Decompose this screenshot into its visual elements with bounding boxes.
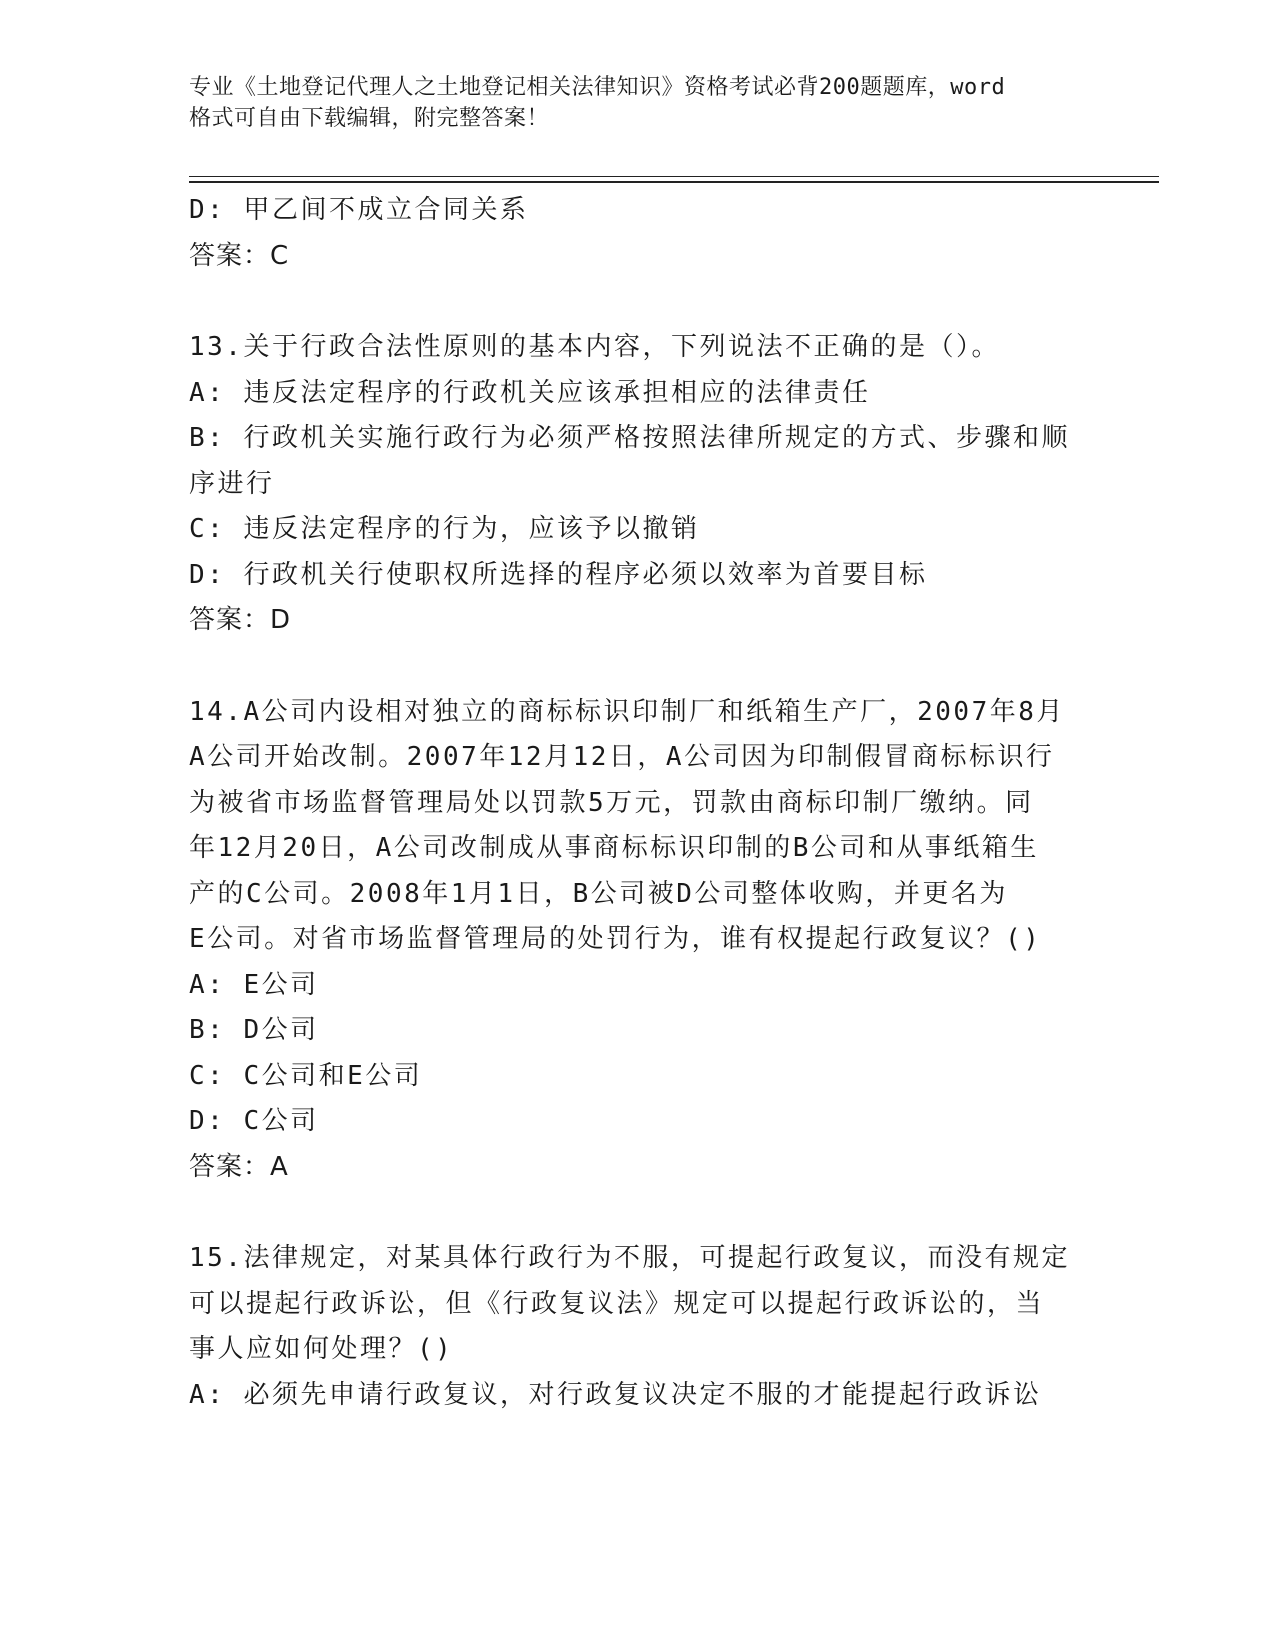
- option-d: D: C公司: [189, 1106, 319, 1136]
- spacer: [189, 644, 1089, 690]
- header-divider-thin: [189, 176, 1159, 177]
- question-text: 13.关于行政合法性原则的基本内容，下列说法不正确的是（）。: [189, 332, 1000, 362]
- header-divider-thick: [189, 181, 1159, 183]
- question-text: 15.法律规定，对某具体行政行为不服，可提起行政复议，而没有规定: [189, 1243, 1070, 1273]
- option-a: A: 违反法定程序的行政机关应该承担相应的法律责任: [189, 377, 871, 408]
- header-line-1: 专业《土地登记代理人之土地登记相关法律知识》资格考试必背200题题库，word: [189, 75, 1006, 100]
- question-text: 年12月20日，A公司改制成从事商标标识印制的B公司和从事纸箱生: [189, 833, 1039, 863]
- spacer: [189, 279, 1089, 325]
- prev-answer: 答案：C: [189, 240, 290, 271]
- document-header: [189, 72, 1089, 134]
- prev-option-d: D: 甲乙间不成立合同关系: [189, 195, 529, 225]
- option-a: A: E公司: [189, 969, 319, 1000]
- document-body: [189, 188, 1089, 1418]
- answer: 答案：A: [189, 1151, 289, 1182]
- question-text: 为被省市场监督管理局处以罚款5万元，罚款由商标印制厂缴纳。同: [189, 787, 1034, 818]
- question-text: 产的C公司。2008年1月1日，B公司被D公司整体收购，并更名为: [189, 878, 1008, 909]
- question-15: [189, 1236, 1089, 1418]
- question-13: [189, 325, 1089, 644]
- spacer: [189, 1190, 1089, 1236]
- option-b: B: D公司: [189, 1015, 319, 1045]
- option-d: D: 行政机关行使职权所选择的程序必须以效率为首要目标: [189, 559, 928, 590]
- option-c: C: 违反法定程序的行为，应该予以撤销: [189, 514, 700, 544]
- question-text: 14.A公司内设相对独立的商标标识印制厂和纸箱生产厂，2007年8月: [189, 696, 1065, 727]
- question-text: 事人应如何处理？(): [189, 1334, 454, 1364]
- question-text: 可以提起行政诉讼，但《行政复议法》规定可以提起行政诉讼的，当: [189, 1288, 1045, 1319]
- option-c: C: C公司和E公司: [189, 1060, 423, 1091]
- question-text: E公司。对省市场监督管理局的处罚行为，谁有权提起行政复议？(): [189, 924, 1042, 954]
- header-line-2: 格式可自由下载编辑，附完整答案！: [189, 106, 550, 131]
- answer: 答案：D: [189, 605, 292, 635]
- option-a: A: 必须先申请行政复议，对行政复议决定不服的才能提起行政诉讼: [189, 1379, 1042, 1410]
- option-b-continued: 序进行: [189, 468, 275, 499]
- question-text: A公司开始改制。2007年12月12日，A公司因为印制假冒商标标识行: [189, 742, 1055, 772]
- question-14: [189, 690, 1089, 1191]
- option-b: B: 行政机关实施行政行为必须严格按照法律所规定的方式、步骤和顺: [189, 423, 1070, 453]
